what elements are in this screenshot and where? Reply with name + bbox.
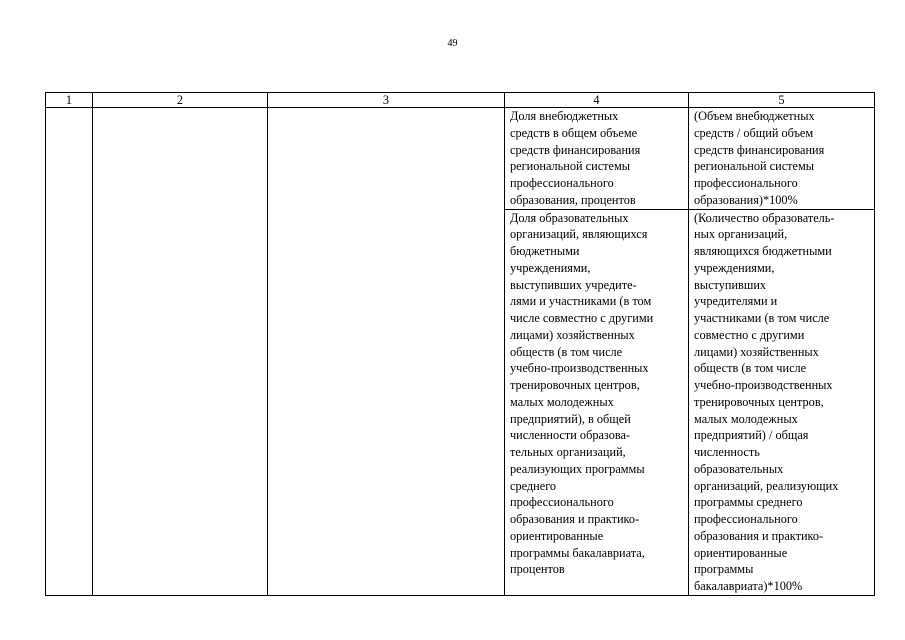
indicator-formula-cell: (Объем внебюджетных средств / общий объем средств финансирования региональной системы профессионального образования)*100% (689, 108, 875, 210)
cell-col2 (93, 108, 268, 596)
indicator-formula-cell: (Количество образователь- ных организаций, являющихся бюджетными учреждениями, выступивших учредителями и участниками (в том числе совместно с другими лицами) хозяйственных обществ (в том числе учебно-производственных тренировочных центров, малых молодежных предприятий) / общая численность образовательных организаций, реализующих программы среднего профессионального образования и практико- ориентированные программы бакалавриата)*100% (689, 209, 875, 595)
indicator-name-cell: Доля внебюджетных средств в общем объеме средств финансирования региональной системы профессионального образования, процентов (505, 108, 689, 210)
table-header-row (46, 93, 875, 108)
cell-col1 (46, 108, 93, 596)
column-header-3: 3 (268, 93, 505, 108)
cell-col3 (268, 108, 505, 596)
column-header-1: 1 (46, 93, 93, 108)
indicators-table (45, 92, 875, 596)
column-header-2: 2 (93, 93, 268, 108)
indicator-name-cell: Доля образовательных организаций, являющихся бюджетными учреждениями, выступивших учредите- лями и участниками (в том числе совместно с другими лицами) хозяйственных обществ (в том числе учебно-производственных тренировочных центров, малых молодежных предприятий), в общей численности образова- тельных организаций, реализующих программы среднего профессионального образования и практико- ориентированные программы бакалавриата, процентов (505, 209, 689, 595)
column-header-4: 4 (505, 93, 689, 108)
table-row (46, 108, 875, 210)
page-number: 49 (447, 38, 458, 49)
column-header-5: 5 (689, 93, 875, 108)
